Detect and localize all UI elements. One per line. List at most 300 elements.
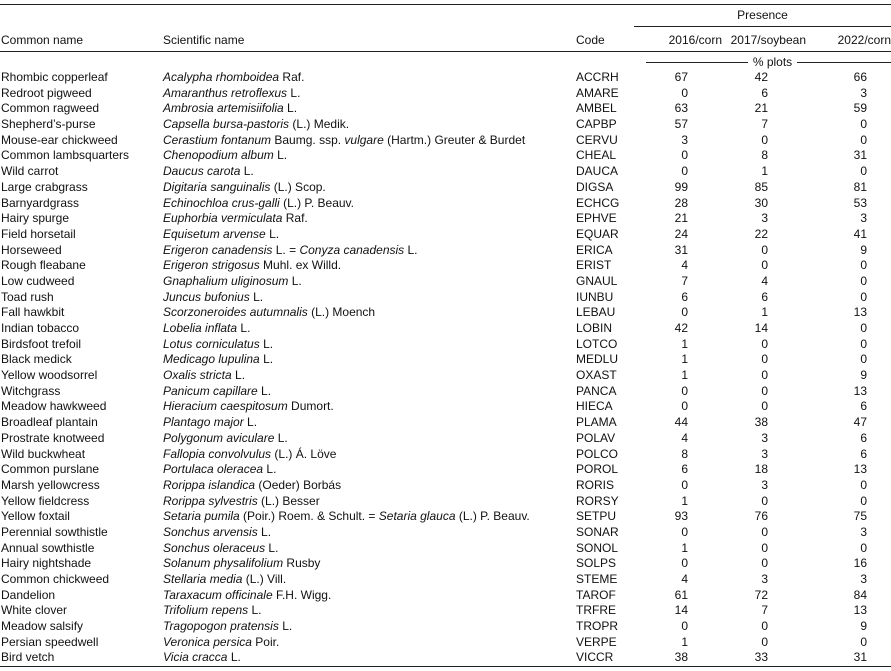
- code-cell: STEME: [576, 572, 618, 586]
- code-cell: POROL: [576, 462, 619, 477]
- code-cell: CERVU: [576, 132, 618, 147]
- code-cell: TRFRE: [576, 603, 616, 618]
- value-2016-cell: 93: [674, 509, 688, 524]
- common-name-cell: Meadow hawkweed: [1, 399, 107, 414]
- value-2017-cell: 4: [761, 273, 768, 288]
- value-2022-cell: 75: [853, 509, 867, 524]
- common-name-cell: Annual sowthistle: [1, 540, 95, 555]
- value-2022-cell: 16: [853, 556, 867, 571]
- authority-text: Rusby: [283, 556, 321, 571]
- authority-text: (L.) Vill.: [242, 572, 287, 586]
- value-2016-cell: 0: [681, 556, 688, 571]
- top-rule: [0, 4, 891, 5]
- value-2022-cell: 0: [860, 289, 867, 304]
- value-2017-cell: 0: [761, 352, 768, 367]
- code-cell: RORIS: [576, 477, 615, 492]
- table-row: [0, 478, 891, 494]
- common-name-cell: Hairy nightshade: [1, 556, 92, 571]
- value-2016-cell: 4: [681, 572, 688, 586]
- common-name-cell: Redroot pigweed: [1, 85, 92, 100]
- value-2016-cell: 1: [681, 493, 688, 508]
- value-2022-cell: 31: [853, 148, 867, 163]
- common-name-cell: Low cudweed: [1, 273, 75, 288]
- scientific-name-cell: [163, 305, 375, 321]
- authority-text: Muhl. ex Willd.: [259, 258, 342, 273]
- scientific-name-cell: [163, 588, 331, 604]
- value-2016-cell: 99: [674, 179, 688, 194]
- table-row: [0, 447, 891, 463]
- scientific-name-cell: [163, 133, 525, 149]
- value-2016-cell: 0: [681, 164, 688, 179]
- value-2016-cell: 6: [681, 462, 688, 477]
- value-2016-cell: 4: [681, 258, 688, 273]
- presence-heading: Presence: [737, 8, 788, 22]
- authority-text: L.: [231, 368, 246, 383]
- code-cell: ACCRH: [576, 70, 619, 84]
- value-2016-cell: 21: [674, 211, 688, 226]
- code-cell: AMARE: [576, 85, 619, 100]
- value-2016-cell: 4: [681, 430, 688, 445]
- table-row: [0, 337, 891, 353]
- authority-text: (L.) Á. Löve: [271, 446, 337, 461]
- scientific-name-cell: [163, 541, 278, 557]
- value-2016-cell: 0: [681, 524, 688, 539]
- authority-text: (L.) P. Beauv.: [279, 195, 354, 210]
- table-row: [0, 258, 891, 274]
- taxon-italic: Taraxacum officinale: [163, 587, 273, 602]
- authority-text: L.: [265, 540, 279, 555]
- authority-text: (L.) Besser: [257, 493, 320, 508]
- table-row: [0, 148, 891, 164]
- authority-text: L.: [257, 524, 272, 539]
- common-name-cell: Dandelion: [1, 587, 56, 602]
- value-2017-cell: 30: [754, 195, 768, 210]
- authority-text: Raf.: [279, 70, 305, 84]
- authority-text: L.: [248, 603, 262, 618]
- scientific-name-cell: [163, 117, 349, 133]
- value-2022-cell: 66: [853, 70, 867, 84]
- value-2022-cell: 0: [860, 540, 867, 555]
- authority-text: L.: [265, 226, 280, 241]
- authority-text: L.: [274, 430, 288, 445]
- authority-text: L.: [240, 164, 254, 179]
- value-2022-cell: 84: [853, 587, 867, 602]
- authority-text: L.: [404, 242, 418, 257]
- value-2022-cell: 53: [853, 195, 867, 210]
- table-row: [0, 415, 891, 431]
- code-cell: VICCR: [576, 650, 614, 665]
- common-name-cell: Yellow woodsorrel: [1, 368, 98, 383]
- authority-text: (Poir.) Roem. & Schult. =: [239, 509, 379, 524]
- value-2016-cell: 6: [681, 289, 688, 304]
- authority-text: L.: [243, 415, 258, 430]
- taxon-italic: Trifolium repens: [163, 603, 249, 618]
- authority-text: L.: [227, 650, 241, 665]
- value-2016-cell: 8: [681, 446, 688, 461]
- taxon-italic: Tragopogon pratensis: [163, 619, 279, 634]
- value-2016-cell: 7: [681, 273, 688, 288]
- value-2022-cell: 3: [860, 211, 867, 226]
- taxon-italic: Oxalis stricta: [163, 368, 232, 383]
- scientific-name-cell: [163, 415, 257, 431]
- table-row: [0, 133, 891, 149]
- scientific-name-cell: [163, 164, 254, 180]
- value-2017-cell: 72: [754, 587, 768, 602]
- table-row: [0, 368, 891, 384]
- value-2022-cell: 13: [853, 462, 867, 477]
- authority-text: L.: [263, 462, 277, 477]
- code-cell: LEBAU: [576, 305, 616, 320]
- authority-text: F.H. Wigg.: [272, 587, 332, 602]
- taxon-italic: Sonchus oleraceus: [163, 540, 266, 555]
- value-2022-cell: 0: [860, 336, 867, 351]
- table-row: [0, 321, 891, 337]
- taxon-italic: Amaranthus retroflexus: [163, 85, 288, 100]
- common-name-cell: Rhombic copperleaf: [1, 70, 108, 84]
- presence-underline: [634, 26, 891, 27]
- value-2016-cell: 67: [674, 70, 688, 84]
- table-row: [0, 305, 891, 321]
- taxon-italic: Acalypha rhomboidea: [163, 70, 280, 84]
- value-2016-cell: 24: [674, 226, 688, 241]
- value-2022-cell: 9: [860, 368, 867, 383]
- value-2016-cell: 42: [674, 321, 688, 335]
- value-2016-cell: 3: [681, 132, 688, 147]
- scientific-name-cell: [163, 148, 287, 164]
- header-rule: [0, 51, 891, 52]
- common-name-cell: Common purslane: [1, 462, 100, 477]
- scientific-name-cell: [163, 478, 341, 494]
- common-name-cell: Toad rush: [1, 289, 54, 304]
- code-cell: ECHCG: [576, 195, 620, 210]
- value-2017-cell: 76: [754, 509, 768, 524]
- value-2016-cell: 38: [674, 650, 688, 665]
- scientific-name-cell: [163, 431, 288, 447]
- common-name-cell: Birdsfoot trefoil: [1, 336, 82, 351]
- code-header: Code: [576, 33, 605, 47]
- value-2017-cell: 33: [754, 650, 768, 665]
- scientific-name-cell: [163, 196, 354, 212]
- authority-text: (L.) P. Beauv.: [455, 509, 530, 524]
- value-2017-cell: 0: [761, 524, 768, 539]
- value-2022-cell: 41: [853, 226, 867, 241]
- value-2017-cell: 3: [761, 446, 768, 461]
- value-2017-cell: 42: [754, 70, 768, 84]
- value-2016-cell: 1: [681, 540, 688, 555]
- table-row: [0, 572, 891, 588]
- value-2017-cell: 1: [761, 164, 768, 179]
- table-row: [0, 588, 891, 604]
- value-2022-cell: 0: [860, 258, 867, 273]
- code-cell: DAUCA: [576, 164, 619, 179]
- common-name-cell: Hairy spurge: [1, 211, 70, 226]
- value-2022-cell: 0: [860, 164, 867, 179]
- taxon-italic: Panicum capillare: [163, 383, 258, 398]
- common-name-cell: Rough fleabane: [1, 258, 86, 273]
- common-name-cell: Witchgrass: [1, 383, 61, 398]
- common-name-cell: Field horsetail: [1, 226, 76, 241]
- common-name-cell: Bird vetch: [1, 650, 55, 665]
- code-cell: PANCA: [576, 383, 617, 398]
- scientific-name-cell: [163, 101, 297, 117]
- value-2016-cell: 0: [681, 305, 688, 320]
- code-cell: POLCO: [576, 446, 619, 461]
- code-cell: POLAV: [576, 430, 616, 445]
- value-2017-cell: 0: [761, 132, 768, 147]
- code-cell: SOLPS: [576, 556, 617, 571]
- authority-text: (L.) Medik.: [289, 117, 350, 132]
- code-cell: VERPE: [576, 634, 617, 649]
- code-cell: OXAST: [576, 368, 617, 383]
- value-2022-cell: 3: [860, 85, 867, 100]
- table-row: [0, 635, 891, 651]
- scientific-name-cell: [163, 399, 334, 415]
- value-2022-cell: 47: [853, 415, 867, 430]
- value-2017-cell: 85: [754, 179, 768, 194]
- unit-label: % plots: [752, 55, 793, 69]
- common-name-cell: Shepherd’s-purse: [1, 117, 96, 132]
- taxon-italic: Conyza canadensis: [299, 242, 405, 257]
- table-row: [0, 509, 891, 525]
- scientific-name-cell: [163, 368, 245, 384]
- taxon-italic: Erigeron canadensis: [163, 242, 273, 257]
- table-row: [0, 211, 891, 227]
- common-name-cell: Indian tobacco: [1, 321, 80, 335]
- code-cell: CHEAL: [576, 148, 617, 163]
- taxon-italic: Gnaphalium uliginosum: [163, 273, 289, 288]
- common-name-cell: Common chickweed: [1, 572, 110, 586]
- common-name-cell: Barnyardgrass: [1, 195, 80, 210]
- value-2017-cell: 3: [761, 430, 768, 445]
- common-name-cell: Common lambsquarters: [1, 148, 130, 163]
- table-row: [0, 101, 891, 117]
- value-2017-cell: 0: [761, 242, 768, 257]
- scientific-name-cell: [163, 290, 263, 306]
- table-row: [0, 603, 891, 619]
- common-name-cell: Marsh yellowcress: [1, 477, 100, 492]
- value-2022-cell: 3: [860, 572, 867, 586]
- value-2016-cell: 1: [681, 352, 688, 367]
- code-cell: AMBEL: [576, 101, 617, 116]
- taxon-italic: Rorippa islandica: [163, 477, 256, 492]
- scientific-name-cell: [163, 321, 250, 337]
- unit-line-right: [797, 62, 891, 63]
- code-cell: LOTCO: [576, 336, 618, 351]
- common-name-cell: Large crabgrass: [1, 179, 88, 194]
- authority-text: L.: [287, 85, 301, 100]
- value-2017-cell: 0: [761, 634, 768, 649]
- value-2016-cell: 63: [674, 101, 688, 116]
- taxon-italic: Rorippa sylvestris: [163, 493, 258, 508]
- value-2022-cell: 6: [860, 399, 867, 414]
- common-name-cell: Wild carrot: [1, 164, 59, 179]
- common-name-cell: White clover: [1, 603, 68, 618]
- table-row: [0, 399, 891, 415]
- scientific-name-cell: [163, 180, 326, 196]
- table-row: [0, 541, 891, 557]
- value-2017-cell: 0: [761, 258, 768, 273]
- scientific-name-cell: [163, 650, 241, 666]
- taxon-italic: Equisetum arvense: [163, 226, 266, 241]
- authority-text: Baumg. ssp.: [271, 132, 345, 147]
- value-2017-cell: 0: [761, 399, 768, 414]
- taxon-italic: Capsella bursa-pastoris: [163, 117, 290, 132]
- value-2022-cell: 13: [853, 383, 867, 398]
- code-cell: MEDLU: [576, 352, 619, 367]
- taxon-italic: Digitaria sanguinalis: [163, 179, 271, 194]
- table-row: [0, 86, 891, 102]
- value-2022-cell: 0: [860, 321, 867, 335]
- value-2022-cell: 9: [860, 619, 867, 634]
- code-cell: SONOL: [576, 540, 619, 555]
- value-2017-cell: 21: [754, 101, 768, 116]
- scientific-name-cell: [163, 227, 279, 243]
- scientific-name-cell: [163, 352, 273, 368]
- code-cell: LOBIN: [576, 321, 613, 335]
- scientific-name-cell: [163, 603, 261, 619]
- table-row: [0, 180, 891, 196]
- scientific-name-cell: [163, 635, 279, 651]
- scientific-name-cell: [163, 337, 273, 353]
- taxon-italic: Plantago major: [163, 415, 244, 430]
- value-2017-cell: 14: [754, 321, 768, 335]
- code-cell: CAPBP: [576, 117, 617, 132]
- taxon-italic: Polygonum aviculare: [163, 430, 275, 445]
- year-2016-header: 2016/corn: [668, 33, 722, 47]
- value-2017-cell: 0: [761, 556, 768, 571]
- value-2017-cell: 0: [761, 368, 768, 383]
- common-name-cell: Yellow foxtail: [1, 509, 70, 524]
- taxon-italic: Setaria glauca: [378, 509, 456, 524]
- value-2016-cell: 0: [681, 85, 688, 100]
- common-name-cell: Common ragweed: [1, 101, 100, 116]
- value-2017-cell: 8: [761, 148, 768, 163]
- scientific-name-cell: [163, 619, 292, 635]
- scientific-name-cell: [163, 86, 300, 102]
- scientific-name-header: Scientific name: [163, 33, 245, 47]
- table-row: [0, 384, 891, 400]
- value-2016-cell: 28: [674, 195, 688, 210]
- scientific-name-cell: [163, 274, 302, 290]
- table-row: [0, 117, 891, 133]
- value-2022-cell: 0: [860, 352, 867, 367]
- value-2022-cell: 13: [853, 603, 867, 618]
- authority-text: (Oeder) Borbás: [255, 477, 342, 492]
- value-2017-cell: 3: [761, 572, 768, 586]
- value-2017-cell: 0: [761, 336, 768, 351]
- taxon-italic: Veronica persica: [163, 634, 252, 649]
- value-2017-cell: 3: [761, 211, 768, 226]
- table-row: [0, 274, 891, 290]
- value-2022-cell: 6: [860, 446, 867, 461]
- authority-text: L. =: [272, 242, 300, 257]
- code-cell: TROPR: [576, 619, 618, 634]
- code-cell: SETPU: [576, 509, 617, 524]
- table-row: [0, 243, 891, 259]
- value-2017-cell: 7: [761, 117, 768, 132]
- value-2022-cell: 0: [860, 477, 867, 492]
- value-2022-cell: 0: [860, 132, 867, 147]
- value-2016-cell: 44: [674, 415, 688, 430]
- table-row: [0, 556, 891, 572]
- authority-text: L.: [273, 148, 288, 163]
- taxon-italic: Hieracium caespitosum: [163, 399, 288, 414]
- common-name-cell: Wild buckwheat: [1, 446, 86, 461]
- value-2022-cell: 0: [860, 493, 867, 508]
- taxon-italic: Setaria pumila: [163, 509, 240, 524]
- common-name-cell: Mouse-ear chickweed: [1, 132, 118, 147]
- code-cell: HIECA: [576, 399, 613, 414]
- table-row: [0, 196, 891, 212]
- table-row: [0, 431, 891, 447]
- value-2017-cell: 38: [754, 415, 768, 430]
- unit-line-left: [646, 62, 748, 63]
- authority-text: Poir.: [251, 634, 280, 649]
- common-name-cell: Horseweed: [1, 242, 62, 257]
- scientific-name-cell: [163, 243, 418, 259]
- code-cell: ERIST: [576, 258, 612, 273]
- code-cell: EPHVE: [576, 211, 617, 226]
- scientific-name-cell: [163, 384, 271, 400]
- value-2022-cell: 59: [853, 101, 867, 116]
- code-cell: SONAR: [576, 524, 619, 539]
- authority-text: (L.) Moench: [307, 305, 376, 320]
- table-row: [0, 227, 891, 243]
- table-row: [0, 494, 891, 510]
- value-2017-cell: 7: [761, 603, 768, 618]
- scientific-name-cell: [163, 211, 308, 227]
- value-2017-cell: 1: [761, 305, 768, 320]
- common-name-cell: Yellow fieldcress: [1, 493, 90, 508]
- value-2016-cell: 0: [681, 148, 688, 163]
- common-name-cell: Persian speedwell: [1, 634, 99, 649]
- value-2016-cell: 57: [674, 117, 688, 132]
- authority-text: L.: [288, 273, 302, 288]
- table-row: [0, 70, 891, 86]
- table-row: [0, 619, 891, 635]
- common-name-cell: Broadleaf plantain: [1, 415, 98, 430]
- code-cell: DIGSA: [576, 179, 614, 194]
- taxon-italic: Euphorbia vermiculata: [163, 211, 283, 226]
- value-2022-cell: 0: [860, 634, 867, 649]
- value-2016-cell: 61: [674, 587, 688, 602]
- taxon-italic: Portulaca oleracea: [163, 462, 264, 477]
- common-name-header: Common name: [1, 33, 84, 47]
- authority-text: Raf.: [282, 211, 308, 226]
- taxon-italic: Echinochloa crus-galli: [163, 195, 280, 210]
- taxon-italic: Vicia cracca: [163, 650, 228, 665]
- authority-text: (Hartm.) Greuter & Burdet: [383, 132, 526, 147]
- authority-text: L.: [249, 289, 264, 304]
- code-cell: PLAMA: [576, 415, 617, 430]
- value-2022-cell: 81: [853, 179, 867, 194]
- value-2022-cell: 0: [860, 273, 867, 288]
- code-cell: EQUAR: [576, 226, 619, 241]
- taxon-italic: Scorzoneroides autumnalis: [163, 305, 308, 320]
- value-2016-cell: 31: [674, 242, 688, 257]
- taxon-italic: Chenopodium album: [163, 148, 274, 163]
- authority-text: Dumort.: [287, 399, 334, 414]
- table-row: [0, 290, 891, 306]
- value-2016-cell: 1: [681, 634, 688, 649]
- authority-text: L.: [257, 383, 272, 398]
- value-2017-cell: 0: [761, 493, 768, 508]
- taxon-italic: Sonchus arvensis: [163, 524, 258, 539]
- common-name-cell: Fall hawkbit: [1, 305, 65, 320]
- year-2022-header: 2022/corn: [837, 33, 891, 47]
- scientific-name-cell: [163, 509, 530, 525]
- taxon-italic: Erigeron strigosus: [163, 258, 260, 273]
